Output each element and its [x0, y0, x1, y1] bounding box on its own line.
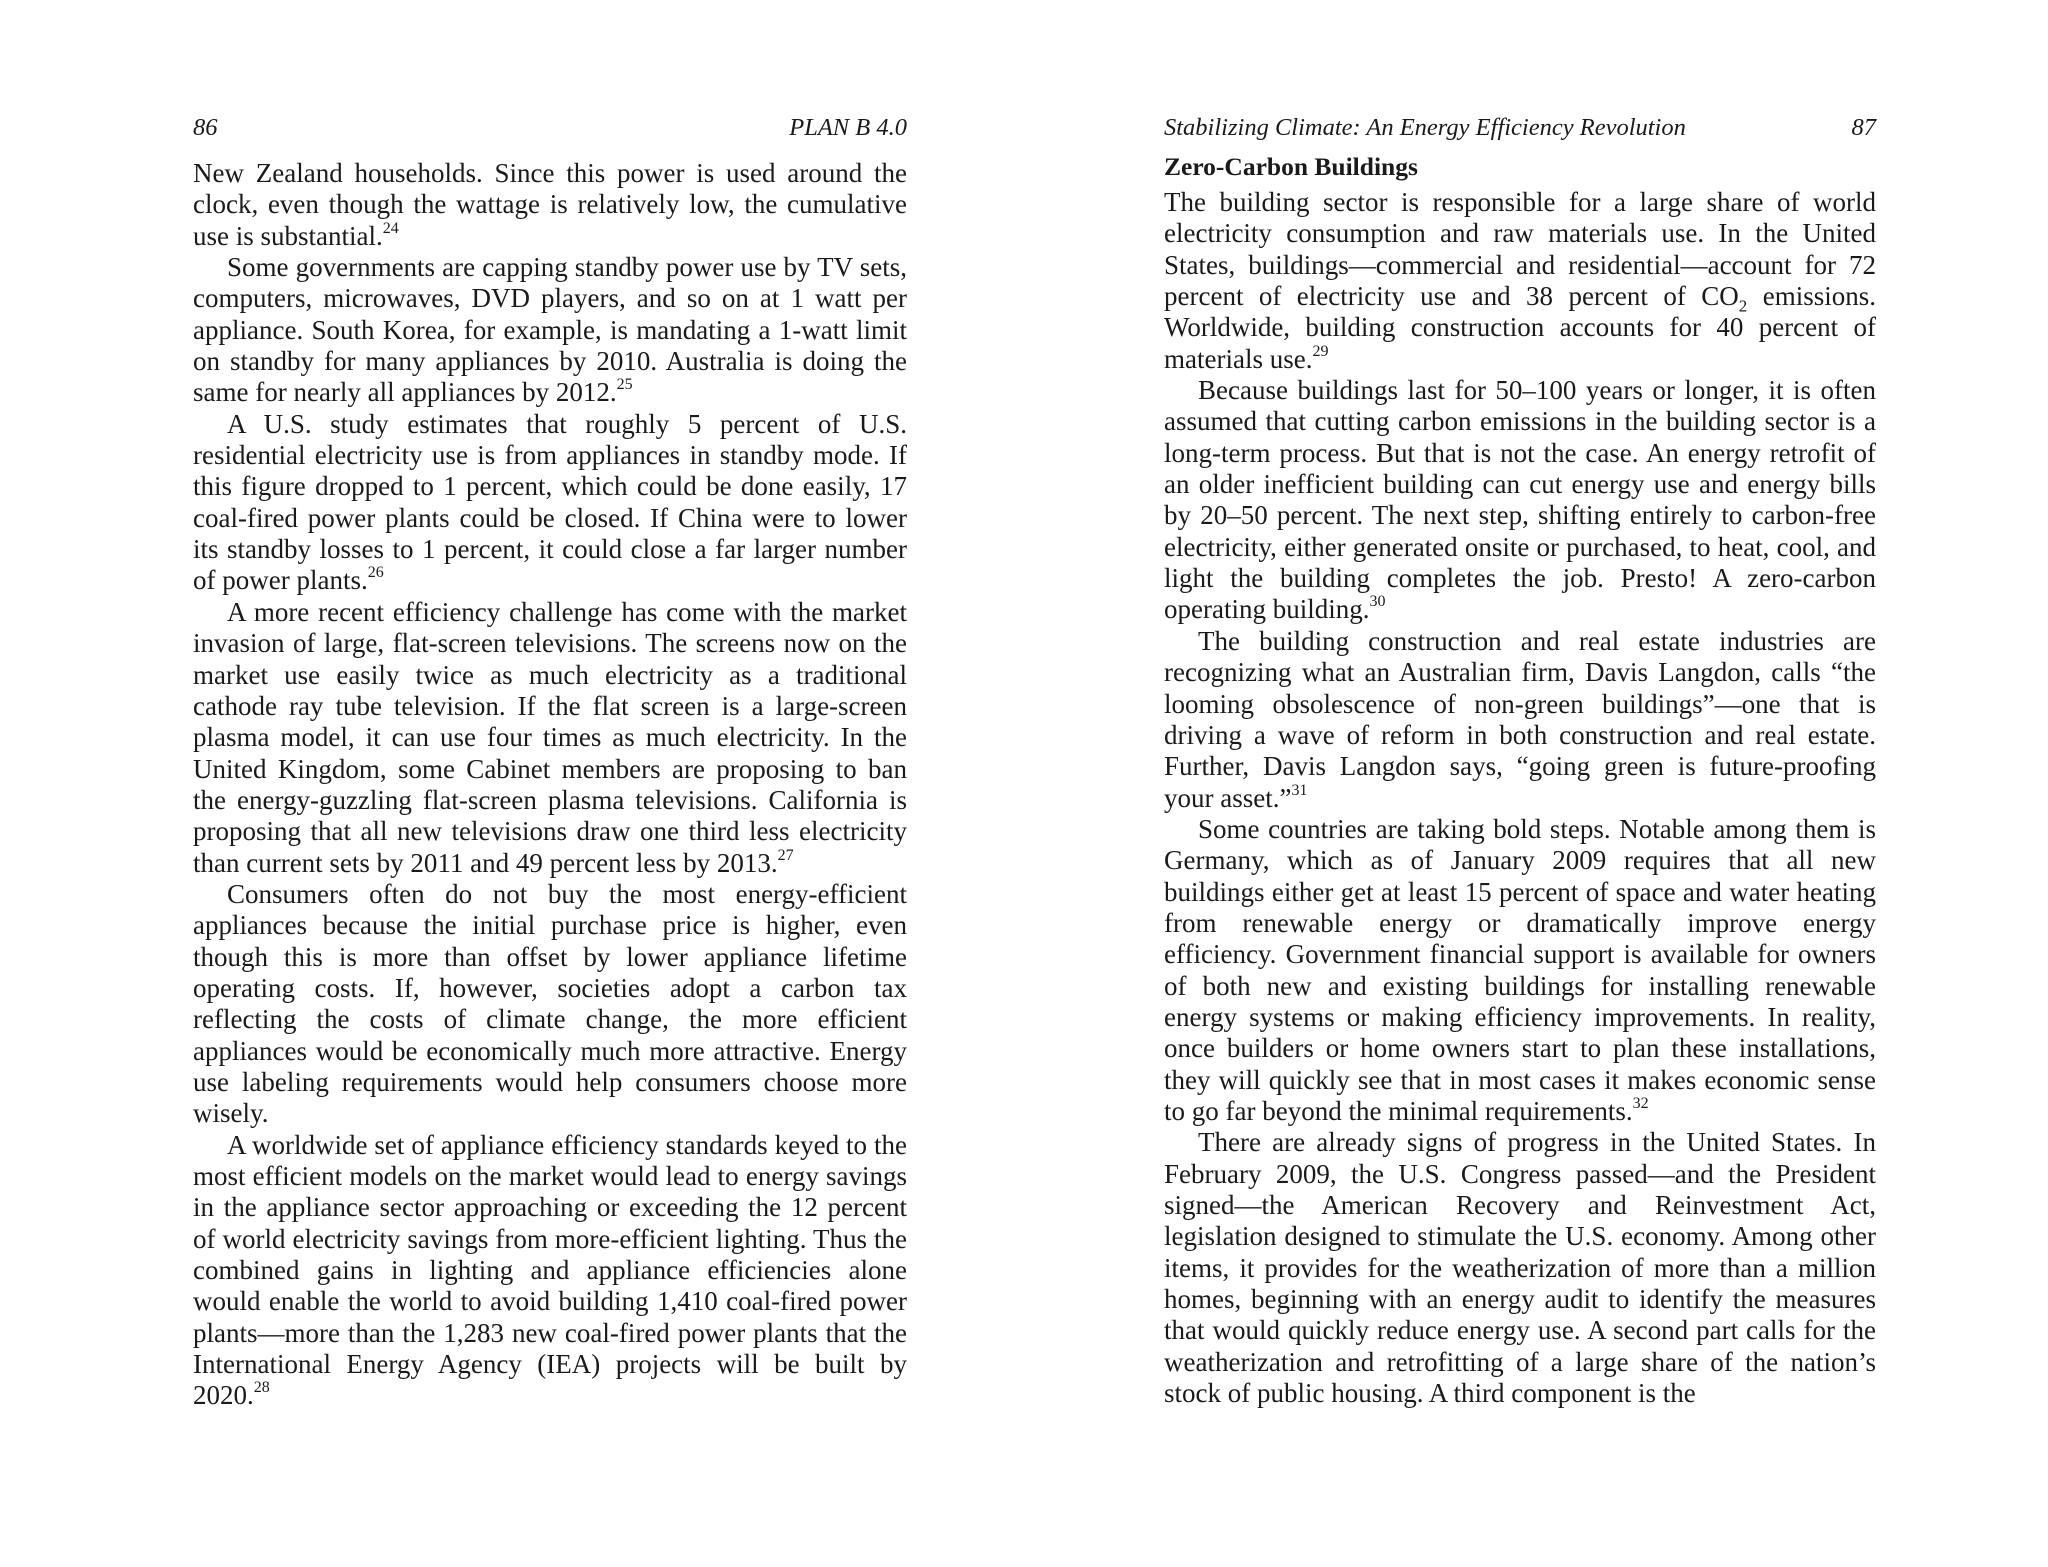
footnote-ref: 32 [1632, 1094, 1649, 1112]
footnote-ref: 30 [1369, 593, 1386, 611]
footnote-ref: 31 [1291, 781, 1308, 799]
footnote-ref: 24 [382, 219, 399, 237]
right-page [1024, 0, 2048, 1567]
footnote-ref: 28 [253, 1379, 270, 1397]
left-paragraph-2: Some governments are capping standby power use by TV sets, computers, microwaves, DVD players, and so on at 1 watt per appliance. South Korea, for example, is mandating a 1-watt limit on standby for many appliances by 2010. Australia is doing the same for nearly all appliances by 2012.25 [193, 252, 907, 408]
right-body-text [1164, 152, 1876, 1409]
left-paragraph-3: A U.S. study estimates that roughly 5 percent of U.S. residential electricity use is from appliances in standby mode. If this figure dropped to 1 percent, which could be done easily, 17 coal-fired power plants could be closed. If China were to lower its standby losses to 1 percent, it could close a far larger number of power plants.$^{26}$ [193, 408, 907, 596]
footnote-ref: 25 [616, 376, 633, 394]
footnote-ref: 27 [777, 846, 794, 864]
right-paragraph-2: Because buildings last for 50–100 years or longer, it is often assumed that cutting carbon emissions in the building sector is a long-term process. But that is not the case. An energy retrofit of an older inefficient building can cut energy use and energy bills by 20–50 percent. The next step, shifting entirely to carbon-free electricity, either generated onsite or purchased, to heat, cool, and light the building completes the job. Presto! A zero-carbon operating building.$^{30}$ [1164, 375, 1876, 625]
right-paragraph-4: Some countries are taking bold steps. Notable among them is Germany, which as of January 2009 requires that all new buildings either get at least 15 percent of space and water heating from renewable energy or dramatically improve energy efficiency. Government financial support is available for owners of both new and existing buildings for installing renewable energy systems or making efficiency improvements. In reality, once builders or home owners start to plan these installations, they will quickly see that in most cases it makes economic sense to go far beyond the minimal requirements.$^{32}$ [1164, 813, 1876, 1126]
left-paragraph-4: A more recent efficiency challenge has come with the market invasion of large, flat-screen televisions. The screens now on the market use easily twice as much electricity as a traditional cathode ray tube television. If the flat screen is a large-screen plasma model, it can use four times as much electricity. In the United Kingdom, some Cabinet members are proposing to ban the energy-guzzling flat-screen plasma televisions. California is proposing that all new televisions draw one third less electricity than current sets by 2011 and 49 percent less by 2013.27 [193, 596, 907, 878]
right-page-number: 87 [1851, 114, 1876, 141]
section-heading: Zero-Carbon Buildings [1164, 152, 1418, 181]
left-body-text [193, 158, 907, 1412]
left-running-head [193, 114, 907, 148]
right-paragraph-5: There are already signs of progress in the United States. In February 2009, the U.S. Congress passed—and the President signed—the American Recovery and Reinvestment Act, legislation designed to stimulate the U.S. economy. Among other items, it provides for the weatherization of more than a million homes, beginning with an energy audit to identify the measures that would quickly reduce energy use. A second part calls for the weatherization and retrofitting of a large share of the nation’s stock of public housing. A third component is the [1164, 1127, 1876, 1409]
right-running-head [1164, 114, 1876, 148]
right-paragraph-1: The building sector is responsible for a large share of world electricity consumption and raw materials use. In the United States, buildings—commercial and residential—account for 72 percent of electricity use and 38 percent of $CO_2$ emissions. Worldwide, building construction accounts for 40 percent of materials use.$^{29}$ [1164, 187, 1876, 374]
chapter-title: Stabilizing Climate: An Energy Efficiency Revolution [1164, 114, 1686, 141]
left-book-title: PLAN B 4.0 [789, 114, 907, 141]
subscript: 2 [1738, 296, 1748, 316]
left-paragraph-6: A worldwide set of appliance efficiency standards keyed to the most efficient models on the market would lead to energy savings in the appliance sector approaching or exceeding the 12 percent of world electricity savings from more-efficient lighting. Thus the combined gains in lighting and appliance efficiencies alone would enable the world to avoid building 1,410 coal-fired power plants—more than the 1,283 new coal-fired power plants that the International Energy Agency (IEA) projects will be built by 2020.28 [193, 1129, 907, 1411]
left-paragraph-5: Consumers often do not buy the most energy-efficient appliances because the initial purchase price is higher, even though this is more than offset by lower appliance lifetime operating costs. If, however, societies adopt a carbon tax reflecting the costs of climate change, the more efficient appliances would be economically much more attractive. Energy use labeling requirements would help consumers choose more wisely. [193, 878, 907, 1129]
right-paragraph-3: The building construction and real estate industries are recognizing what an Australian firm, Davis Langdon, calls “the looming obsolescence of non-green buildings”—one that is driving a wave of reform in both construction and real estate. Further, Davis Langdon says, “going green is future-proofing your asset.”$^{31}$ [1164, 625, 1876, 813]
footnote-ref: 26 [367, 564, 384, 582]
left-paragraph-1: New Zealand households. Since this power is used around the clock, even though the wattage is relatively low, the cumulative use is substantial.$^{24}$ [193, 158, 907, 251]
left-page-number: 86 [193, 114, 218, 141]
footnote-ref: 29 [1312, 342, 1329, 360]
